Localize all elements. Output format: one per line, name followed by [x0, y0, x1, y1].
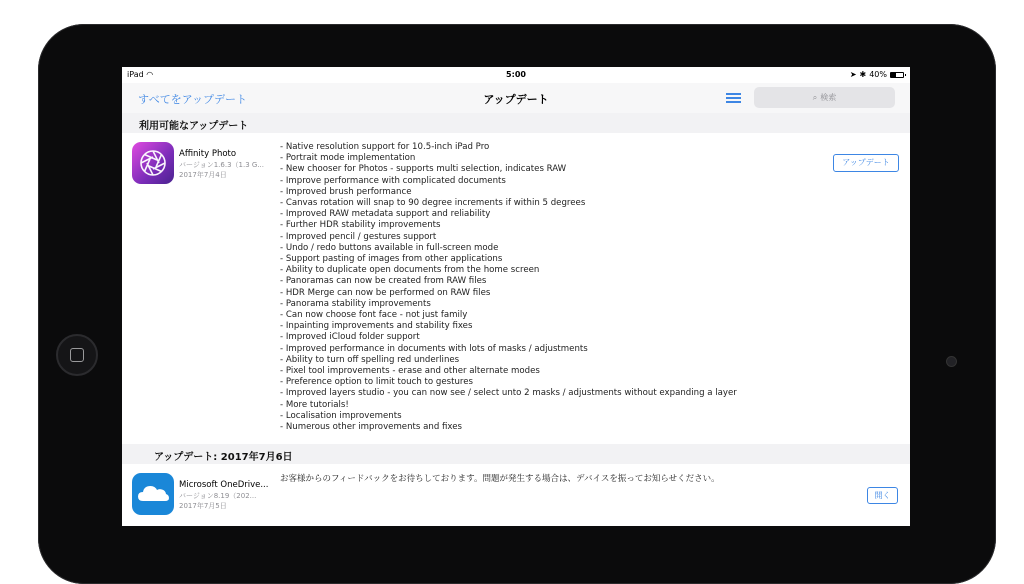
battery-icon	[890, 72, 904, 78]
app-description-onedrive: お客様からのフィードバックをお待ちしております。問題が発生する場合は、デバイスを振ってお知らせください。	[280, 474, 720, 484]
onedrive-app-icon[interactable]	[132, 473, 174, 515]
location-icon: ➤	[849, 70, 857, 79]
release-note-line: - Improved pencil / gestures support	[280, 231, 437, 242]
release-notes-affinity	[280, 142, 737, 433]
device-label: iPad	[127, 70, 144, 79]
release-note-line: - Native resolution support for 10.5-inch iPad Pro	[280, 142, 490, 152]
app-version-onedrive: バージョン8.19（202...	[179, 492, 257, 500]
section-header-available	[122, 113, 910, 133]
open-button-onedrive[interactable]: 開く	[867, 487, 898, 504]
list-icon[interactable]	[726, 93, 741, 103]
release-note-line: - Improved iCloud folder support	[280, 332, 420, 343]
ipad-screen	[122, 67, 910, 526]
release-note-line: - More tutorials!	[280, 399, 349, 410]
bluetooth-icon: ✱	[859, 70, 867, 79]
update-button-affinity[interactable]: アップデート	[833, 154, 899, 172]
search-placeholder: 検索	[820, 93, 837, 102]
release-note-line: - Localisation improvements	[280, 410, 402, 421]
cloud-icon	[132, 473, 174, 515]
section-title-updated: アップデート: 2017年7月6日	[154, 452, 293, 463]
release-note-line: - Improved performance in documents with lots of masks / adjustments	[280, 343, 588, 354]
search-icon: ⌕	[812, 92, 818, 102]
release-note-line: - Pixel tool improvements - erase and other alternate modes	[280, 366, 540, 377]
release-note-line: - New chooser for Photos - supports multi selection, indicates RAW	[280, 164, 567, 175]
release-note-line: - Ability to duplicate open documents from the home screen	[280, 265, 540, 276]
release-note-line: - Improve performance with complicated documents	[280, 175, 506, 186]
nav-bar	[122, 83, 910, 114]
battery-percent: 40%	[869, 70, 887, 79]
home-square-icon	[70, 348, 84, 362]
app-name-onedrive[interactable]: Microsoft OneDrive...	[179, 480, 269, 490]
release-note-line: - Canvas rotation will snap to 90 degree increments if within 5 degrees	[280, 198, 586, 209]
affinity-photo-app-icon[interactable]	[132, 142, 174, 184]
release-note-line: - Support pasting of images from other applications	[280, 254, 503, 265]
release-note-line: - Undo / redo buttons available in full-screen mode	[280, 242, 499, 253]
section-header-updated	[122, 444, 910, 464]
release-note-line: - Portrait mode implementation	[280, 153, 416, 164]
status-bar	[122, 67, 910, 83]
release-note-line: - Improved RAW metadata support and reliability	[280, 209, 491, 220]
release-note-line: - Inpainting improvements and stability fixes	[280, 321, 473, 332]
aperture-icon	[132, 142, 174, 184]
release-note-line: - Panorama stability improvements	[280, 298, 431, 309]
release-note-line: - Ability to turn off spelling red underlines	[280, 354, 460, 365]
search-input[interactable]	[754, 87, 895, 108]
home-button[interactable]	[56, 334, 98, 376]
section-title-available: 利用可能なアップデート	[139, 121, 249, 132]
update-all-button[interactable]: すべてをアップデート	[138, 93, 248, 106]
app-date-affinity: 2017年7月4日	[179, 171, 227, 179]
release-note-line: - Improved brush performance	[280, 186, 412, 197]
release-note-line: - Further HDR stability improvements	[280, 220, 441, 231]
release-note-line: - Can now choose font face - not just family	[280, 310, 468, 321]
release-note-line: - Numerous other improvements and fixes	[280, 422, 463, 433]
release-note-line: - Improved layers studio - you can now see / select unto 2 masks / adjustments without expanding a layer	[280, 388, 737, 399]
camera-dot	[946, 356, 957, 367]
page-title: アップデート	[483, 93, 549, 106]
release-note-line: - Preference option to limit touch to gestures	[280, 377, 474, 388]
release-note-line: - Panoramas can now be created from RAW files	[280, 276, 487, 287]
app-name-affinity[interactable]: Affinity Photo	[179, 149, 237, 159]
status-time: 5:00	[506, 70, 526, 79]
wifi-icon: ◠	[146, 70, 154, 79]
app-version-affinity: バージョン1.6.3（1.3 G...	[179, 161, 264, 169]
release-note-line: - HDR Merge can now be performed on RAW files	[280, 287, 491, 298]
app-date-onedrive: 2017年7月5日	[179, 502, 227, 510]
status-right	[850, 70, 904, 79]
